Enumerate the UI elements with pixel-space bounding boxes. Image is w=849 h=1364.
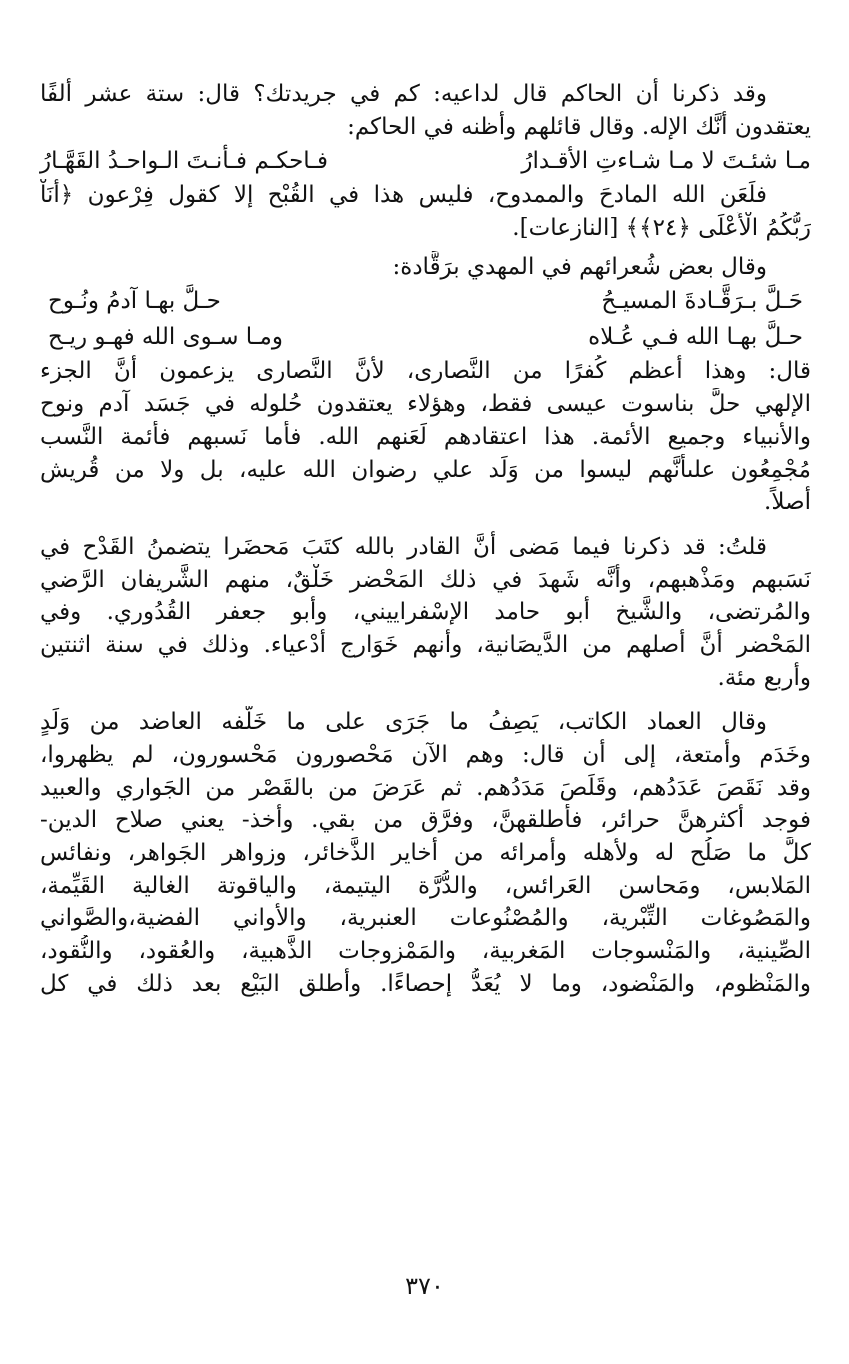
text-line: وقد نَقَصَ عَدَدُهم، وقَلَصَ مَدَدُهم. ثم عَرَضَ من بالقَصْر من الجَواري والعبيد bbox=[40, 774, 811, 801]
text-line: قال: وهذا أعظم كُفرًا من النَّصارى، لأنَّ النَّصارى يزعمون أنَّ الجزء bbox=[40, 358, 811, 385]
text-line: الصِّينية، والمَنْسوجات المَغربية، والمَمْزوجات الذَّهبية، والعُقود، والنُّقود، bbox=[40, 938, 811, 965]
text-line: وقد ذكرنا أن الحاكم قال لداعيه: كم في جريدتك؟ قال: ستة عشر ألفًا bbox=[40, 81, 767, 107]
verse-hemistich-first: حـلَّ بهـا الله فـي عُـلاه bbox=[588, 324, 803, 351]
text-line: والمَنْظوم، والمَنْضود، وما لا يُعَدُّ إحصاءًا. وأطلق البَيْع بعد ذلك في كل bbox=[40, 970, 811, 997]
text-line: وخَدَم وأمتعة، إلى أن قال: وهم الآن مَحْصورون مَحْسورون، لم يظهروا، bbox=[40, 742, 811, 768]
page-body bbox=[40, 78, 811, 1001]
text-line: والمَصُوغات التِّبْرية، والمُصْنُوعات العنبرية، والأواني الفضية،والصَّواني bbox=[40, 905, 811, 932]
text-line: والمُرتضى، والشَّيخ أبو حامد الإسْفراييني، وأبو جعفر القُدُوري. وفي bbox=[40, 599, 811, 626]
text-line: المَلابس، ومَحاسن العَرائس، والدُّرَّة اليتيمة، والياقوتة الغالية القَيِّمة، bbox=[40, 872, 811, 899]
verse-hemistich-second: حـلَّ بهـا آدمُ ونُـوح bbox=[48, 288, 221, 315]
text-line: والأنبياء وجميع الأئمة. هذا اعتقادهم لَعَنهم الله. فأما نَسبهم فأئمة النَّسب bbox=[40, 423, 811, 450]
text-line: وقال بعض شُعرائهم في المهدي برَقَّادة: bbox=[392, 253, 767, 280]
text-line: المَحْضر أنَّ أصلهم من الدَّيصَانية، وأنهم خَوَارج أدْعياء. وذلك في سنة اثنتين bbox=[40, 631, 811, 658]
text-line: قلتُ: قد ذكرنا فيما مَضى أنَّ القادر بالله كتَبَ مَحضَرا يتضمنُ القَدْح في bbox=[40, 533, 767, 560]
verse-hemistich-first: حَـلَّ بـرَقَّـادةَ المسيـحُ bbox=[601, 288, 803, 315]
verse-hemistich-first: مـا شئـتَ لا مـا شـاءتِ الأقـدارُ bbox=[521, 148, 811, 175]
text-line: الإلهي حلَّ بناسوت عيسى فقط، وهؤلاء يعتقدون حُلوله في جَسَد آدم ونوح bbox=[40, 391, 811, 418]
text-line: فوجد أكثرهنَّ حرائر، فأطلقهنَّ، وفرَّق من بقي. وأخذ- يعني صلاح الدين- bbox=[40, 807, 811, 834]
text-line: وأربع مئة. bbox=[717, 664, 811, 691]
text-line: مُجْمِعُون علىأنَّهم ليسوا من وَلَد علي رضوان الله عليه، بل ولا من قُريش bbox=[40, 456, 811, 483]
text-line: أصلاً. bbox=[764, 489, 811, 516]
verse-hemistich-second: ومـا سـوى الله فهـو ريـح bbox=[48, 324, 283, 351]
verse-hemistich-second: فـاحكـم فـأنـتَ الـواحـدُ القَهَّـارُ bbox=[40, 148, 329, 175]
page-number: ٣٧٠ bbox=[405, 1272, 444, 1300]
poem-verse bbox=[40, 319, 811, 355]
poem-verse bbox=[40, 283, 811, 319]
text-line: رَبُّكُمُ الْأَعْلَى ﴿٢٤﴾﴾ [النازعات]. bbox=[512, 215, 811, 242]
poem-verse bbox=[40, 143, 811, 179]
text-line: كلَّ ما صَلُح له ولأهله وأُمرائه من أخاير الذَّخائر، وزواهر الجَواهر، ونفائس bbox=[40, 840, 811, 867]
text-line: نَسَبهم ومَذْهبهم، وأنَّه شَهدَ في ذلك المَحْضر خَلْقٌ، منهم الشَّريفان الرَّضي bbox=[40, 566, 811, 593]
text-line: وقال العماد الكاتب، يَصِفُ ما جَرَى على ما خَلَّفه العاضد من وَلَدٍ bbox=[40, 709, 767, 736]
text-line: فلَعَن الله المادحَ والممدوح، فليس هذا في القُبْح إلا كقول فِرْعون ﴿أَنَاْ bbox=[40, 182, 767, 209]
text-line: يعتقدون أنَّك الإله. وقال قائلهم وأظنه في الحاكم: bbox=[347, 113, 811, 140]
